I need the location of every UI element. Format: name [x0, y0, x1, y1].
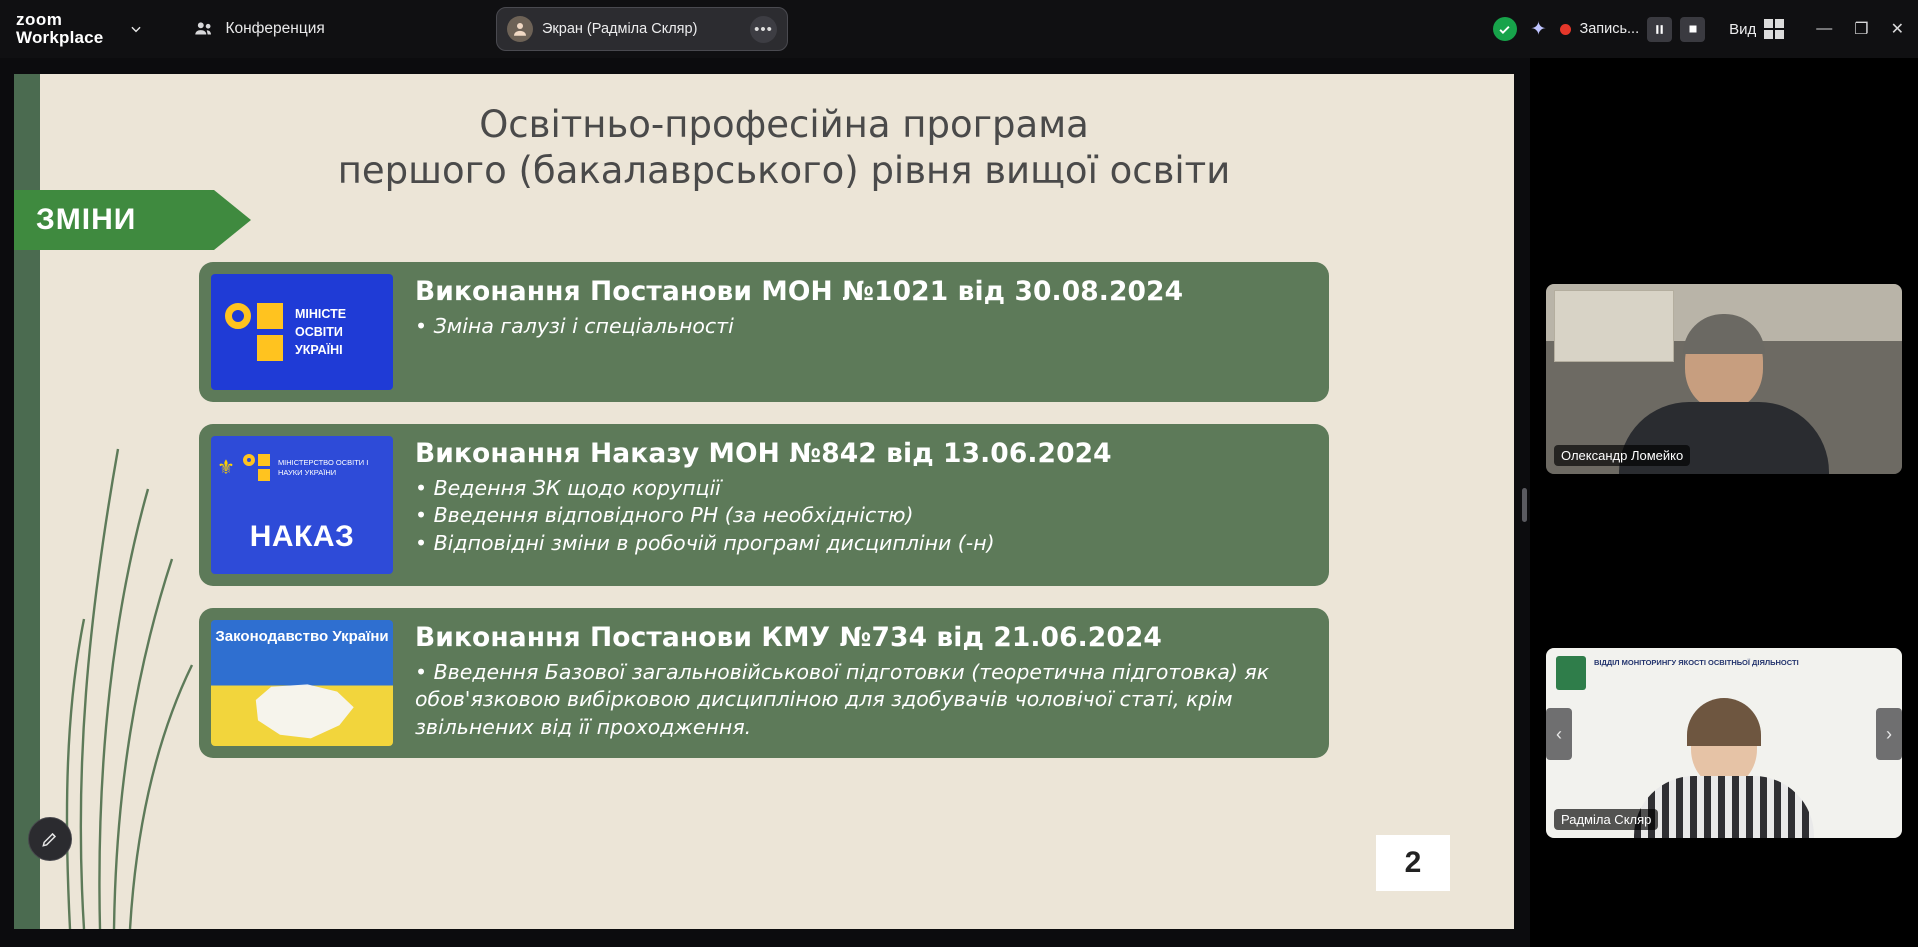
slide-card: [199, 608, 1329, 758]
mon-ukraine-logo-icon: [211, 274, 393, 390]
participant-video-tile[interactable]: [1546, 648, 1902, 838]
mon-squares-icon: [243, 454, 270, 481]
zakonodavstvo-logo-icon: [211, 620, 393, 746]
panel-drag-handle[interactable]: [1522, 488, 1527, 522]
chevron-left-icon[interactable]: ‹: [1546, 708, 1572, 760]
zoom-logo-line2: Workplace: [16, 28, 104, 47]
slide-card-body: [393, 274, 1183, 390]
mon-squares-icon: [225, 303, 283, 361]
presentation-slide[interactable]: [14, 74, 1514, 929]
card-bullet: • Відповідні зміни в робочій програмі дисципліни (-н): [415, 530, 995, 555]
slide-page-number: 2: [1376, 835, 1450, 891]
participant-name: Олександр Ломейко: [1554, 445, 1690, 466]
maximize-icon[interactable]: ❐: [1854, 21, 1869, 38]
participant-name: Радміла Скляр: [1554, 809, 1658, 830]
card-heading: Виконання Постанови КМУ №734 від 21.06.2024: [415, 622, 1162, 653]
mon-logo-text: МІНІСТЕ ОСВІТИ УКРАЇНІ: [295, 306, 347, 358]
recording-dot-icon: [1560, 24, 1571, 35]
ukraine-map-icon: [247, 682, 357, 742]
ai-sparkle-icon[interactable]: ✦: [1530, 18, 1547, 40]
zakonodavstvo-label: Законодавство України: [215, 628, 389, 645]
conference-tab[interactable]: [193, 18, 324, 40]
recording-label: Запись...: [1579, 21, 1640, 37]
screen-share-indicator[interactable]: [496, 7, 788, 51]
banner-arrow-shape: [214, 190, 251, 250]
changes-banner: [14, 190, 214, 250]
card-bullet: • Введення відповідного РН (за необхідністю): [415, 503, 914, 528]
slide-card-body: [393, 620, 1317, 746]
view-button[interactable]: [1729, 19, 1784, 39]
title-bar: [0, 0, 1918, 58]
slide-card: [199, 262, 1329, 402]
pen-annotate-icon[interactable]: [28, 817, 72, 861]
nakaz-mon-logo-icon: [211, 436, 393, 574]
stop-icon[interactable]: [1680, 17, 1705, 42]
nakaz-logo-word: НАКАЗ: [249, 519, 355, 553]
card-bullet: • Ведення ЗК щодо корупції: [415, 476, 721, 500]
card-bullet: • Введення Базової загальновійськової підготовки (теоретична підготовка) як обов'язковою вибірковою дисципліною для здобувачів чоловічої статі, крім звільнених від її проходження.: [415, 660, 1270, 739]
share-label: Экран (Радміла Скляр): [542, 21, 698, 37]
zoom-logo-line1: zoom: [16, 10, 63, 30]
conference-label: Конференция: [225, 20, 325, 37]
zoom-logo: [16, 11, 103, 47]
layout-grid-icon: [1764, 19, 1784, 39]
window-buttons: [1816, 19, 1904, 39]
view-label: Вид: [1729, 20, 1757, 38]
participant-torso: [1634, 776, 1814, 838]
user-avatar-icon: [507, 16, 533, 42]
org-logo-icon: [1556, 656, 1586, 690]
more-options-icon[interactable]: •••: [750, 16, 777, 43]
changes-banner-label: ЗМІНИ: [36, 203, 137, 236]
people-icon: [193, 18, 215, 40]
nakaz-logo-top: [211, 436, 393, 499]
slide-title-line1: Освітньо-професійна програма: [479, 103, 1089, 146]
wall-calendar-decor: [1554, 290, 1674, 362]
chevron-down-icon[interactable]: [121, 14, 151, 44]
close-icon[interactable]: ✕: [1890, 21, 1904, 38]
nakaz-logo-subtext: МІНІСТЕРСТВО ОСВІТИ І НАУКИ УКРАЇНИ: [277, 458, 369, 477]
slide-title: [194, 102, 1374, 194]
card-bullet: • Зміна галузі і спеціальності: [415, 314, 734, 338]
slide-card-body: [393, 436, 1112, 574]
participant-panel: [1530, 58, 1918, 947]
recording-status[interactable]: [1560, 17, 1705, 42]
chevron-right-icon[interactable]: ›: [1876, 708, 1902, 760]
shared-screen-stage: [0, 58, 1530, 947]
shield-check-icon[interactable]: [1493, 17, 1517, 41]
participant-video-tile[interactable]: [1546, 284, 1902, 474]
slide-title-line2: першого (бакалаврського) рівня вищої освіти: [337, 148, 1231, 192]
pause-icon[interactable]: [1647, 17, 1672, 42]
card-heading: Виконання Постанови МОН №1021 від 30.08.2024: [415, 276, 1184, 307]
minimize-icon[interactable]: —: [1816, 20, 1833, 37]
slide-card: [199, 424, 1329, 586]
card-heading: Виконання Наказу МОН №842 від 13.06.2024: [415, 438, 1112, 469]
trident-icon: ⚜: [217, 457, 235, 480]
window-controls-cluster: [1493, 0, 1918, 58]
org-logo-text: ВІДДІЛ МОНІТОРИНГУ ЯКОСТІ ОСВІТНЬОЇ ДІЯЛЬНОСТІ: [1594, 658, 1799, 667]
